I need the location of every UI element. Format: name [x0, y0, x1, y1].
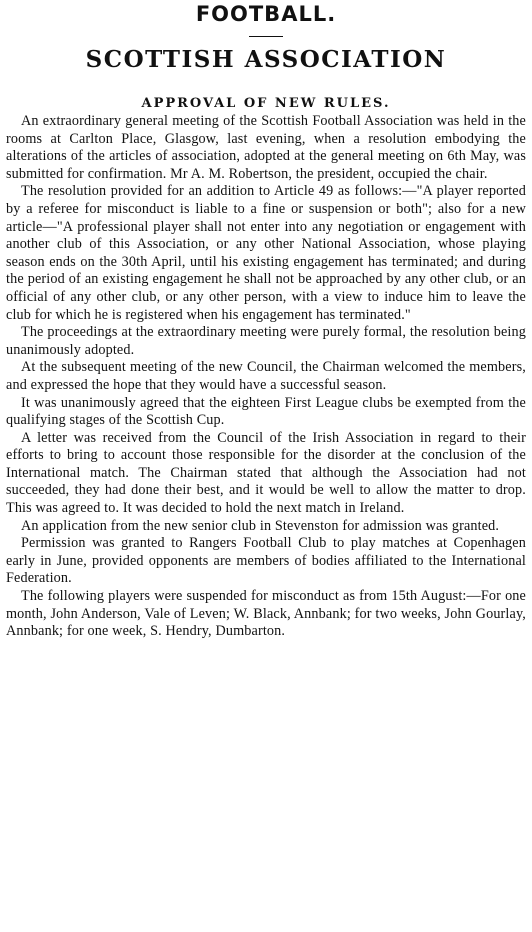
paragraph-resolution: The resolution provided for an addition to Article 49 as follows:—"A player reported by a referee for misconduct is liable to a fine or suspension or both"; also for a new article—"A professional player shall not enter into any negotiation or engagement with another club of this Association, or any other National Association, whose playing season ends on the 30th April, until his existing engagement has terminated; and during the period of an existing engagement he shall not be approached by any other club, or an official of any other club, or any other person, with a view to induce him to leave the club for which he is registered when his engagement has terminated." [6, 183, 526, 323]
paragraph-proceedings: The proceedings at the extraordinary meeting were purely formal, the resolution being unanimously adopted. [6, 324, 526, 358]
paragraph-meeting: An extraordinary general meeting of the Scottish Football Association was held in the rooms at Carlton Place, Glasgow, last evening, when a resolution embodying the alterations of the articles of association, adopted at the general meeting on 6th May, was submitted for confirmation. Mr A. M. Robertson, the president, occupied the chair. [6, 113, 526, 182]
article-title: SCOTTISH ASSOCIATION [85, 46, 447, 73]
article-body [6, 113, 526, 641]
section-heading: FOOTBALL. [195, 2, 337, 26]
article-subtitle: APPROVAL OF NEW RULES. [141, 96, 391, 111]
paragraph-irish-letter: A letter was received from the Council of the Irish Association in regard to their efforts to bring to account those responsible for the disorder at the conclusion of the International match. The Chairman stated that although the Association had not succeeded, they had done their best, and it would be well to allow the matter to drop. This was agreed to. It was decided to hold the next match in Ireland. [6, 429, 526, 517]
heading-divider [249, 36, 283, 37]
paragraph-cup-exemption: It was unanimously agreed that the eighteen First League clubs be exempted from the qualifying stages of the Scottish Cup. [6, 394, 526, 429]
paragraph-council: At the subsequent meeting of the new Council, the Chairman welcomed the members, and expressed the hope that they would have a successful season. [6, 359, 526, 393]
paragraph-rangers: Permission was granted to Rangers Football Club to play matches at Copenhagen early in June, provided opponents are members of bodies affiliated to the International Federation. [6, 535, 526, 587]
paragraph-suspensions: The following players were suspended for misconduct as from 15th August:—For one month, John Anderson, Vale of Leven; W. Black, Annbank; for two weeks, John Gourlay, Annbank; for one week, S. Hendry, Dumbarton. [6, 588, 526, 640]
paragraph-stevenston: An application from the new senior club in Stevenston for admission was granted. [21, 517, 500, 534]
